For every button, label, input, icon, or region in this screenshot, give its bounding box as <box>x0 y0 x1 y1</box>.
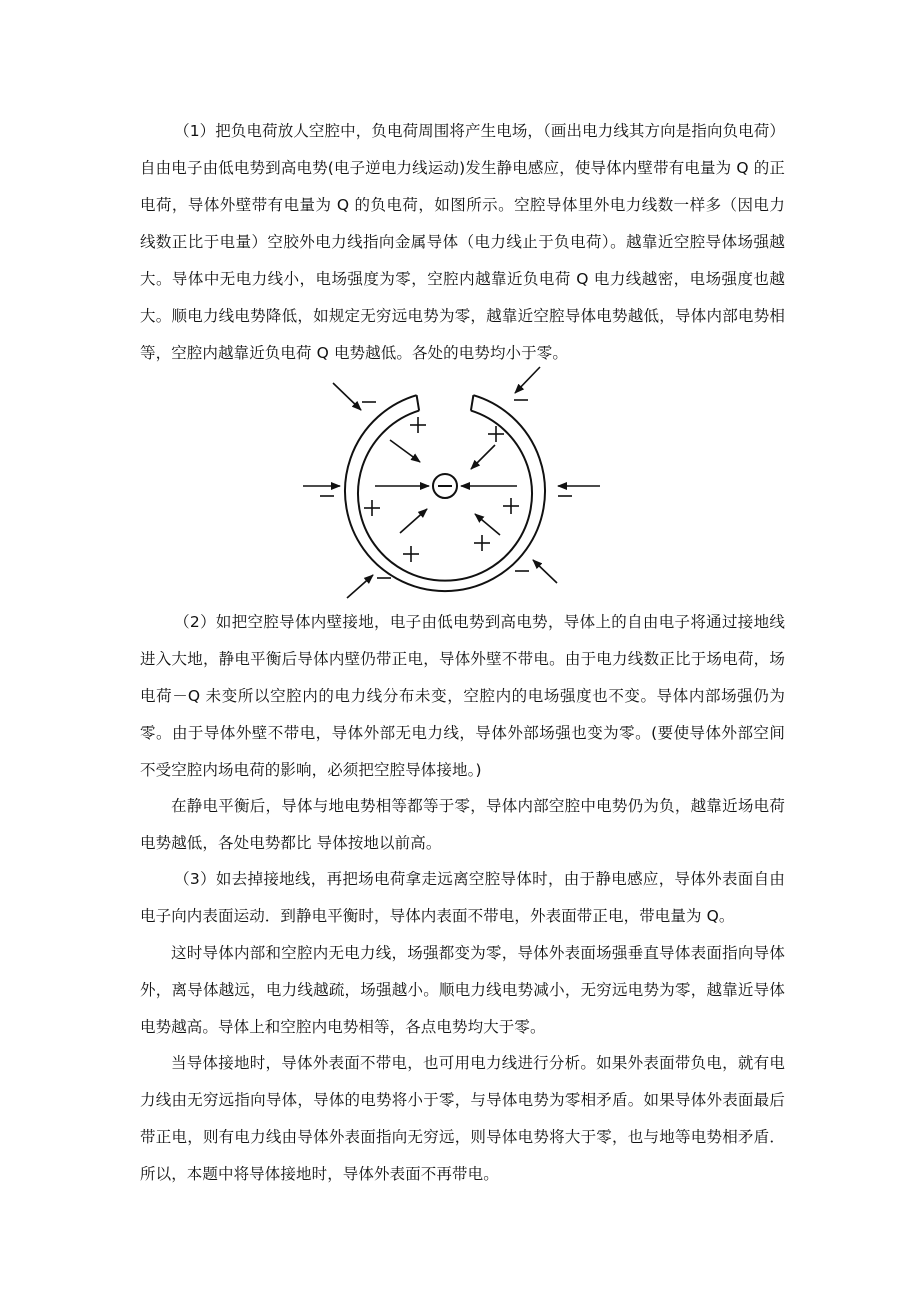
inner-positive-charges <box>364 417 519 562</box>
plus-sign <box>410 417 426 433</box>
outer-arrow-top-left <box>333 383 361 410</box>
cavity-conductor-figure <box>295 365 615 605</box>
inner-arrow-upper-left <box>390 440 420 462</box>
central-negative-charge <box>433 474 457 498</box>
plus-sign <box>403 546 419 562</box>
shell-gap-edge-left <box>417 395 420 410</box>
shell-gap-edge-right <box>471 395 474 410</box>
paragraph-4: （3）如去掉接地线，再把场电荷拿走远离空腔导体时，由于静电感应，导体外表面自由电子向内表面运动．到静电平衡时，导体内表面不带电，外表面带正电，带电量为 Q。 <box>140 870 785 925</box>
paragraph-3: 在静电平衡后，导体与地电势相等都等于零，导体内部空腔中电势仍为负，越靠近场电荷电势越低，各处电势都比 导体按地以前高。 <box>140 797 785 852</box>
conductor-shell <box>345 395 545 591</box>
paragraph-2: （2）如把空腔导体内壁接地，电子由低电势到高电势，导体上的自由电子将通过接地线进入大地，静电平衡后导体内壁仍带正电，导体外壁不带电。由于电力线数正比于场电荷，场电荷－Q 未变所以空腔内的电力线分布未变，空腔内的电场强度也不变。导体内部场强仍为零。由于导体外壁不带电，导体外部无电力线，导体外部场强也变为零。(要使导体外部空间不受空腔内场电荷的影响，必须把空腔导体接地。) <box>140 613 785 779</box>
plus-sign <box>503 498 519 514</box>
inner-arrow-lower-left <box>400 509 427 533</box>
outer-arrow-bottom-left <box>347 575 373 598</box>
paragraph-5: 这时导体内部和空腔内无电力线，场强都变为零，导体外表面场强垂直导体表面指向导体外，离导体越远，电力线越疏，场强越小。顺电力线电势减小，无穷远电势为零，越靠近导体电势越高。导体上和空腔内电势相等，各点电势均大于零。 <box>140 944 785 1036</box>
inner-arrow-lower-right <box>475 514 500 535</box>
inner-field-lines <box>375 440 517 535</box>
outer-field-lines <box>303 367 600 598</box>
field-line-diagram <box>295 365 615 605</box>
outer-arrow-bottom-right <box>533 560 557 583</box>
shell-outer-arc <box>345 395 545 591</box>
plus-sign <box>474 535 490 551</box>
paragraph-1: （1）把负电荷放人空腔中，负电荷周围将产生电场，（画出电力线其方向是指向负电荷）自由电子由低电势到高电势(电子逆电力线运动)发生静电感应，使导体内壁带有电量为 Q 的正电荷，导体外壁带有电量为 Q 的负电荷，如图所示。空腔导体里外电力线数一样多（因电力线数正比于电量）空胶外电力线指向金属导体（电力线止于负电荷）。越靠近空腔导体场强越大。导体中无电力线小，电场强度为零，空腔内越靠近负电荷 Q 电力线越密，电场强度也越大。顺电力线电势降低，如规定无穷远电势为零，越靠近空腔导体电势越低，导体内部电势相等，空腔内越靠近负电荷 Q 电势越低。各处的电势均小于零。 <box>140 122 785 362</box>
plus-sign <box>364 500 380 516</box>
shell-inner-arc <box>358 411 532 581</box>
paragraph-6: 当导体接地时，导体外表面不带电，也可用电力线进行分析。如果外表面带负电，就有电力线由无穷远指向导体，导体的电势将小于零，与导体电势为零相矛盾。如果导体外表面最后带正电，则有电力线由导体外表面指向无穷远，则导体电势将大于零，也与地等电势相矛盾．所以，本题中将导体接地时，导体外表面不再带电。 <box>140 1054 785 1183</box>
inner-arrow-upper-right <box>471 445 495 469</box>
outer-arrow-top-right <box>515 367 540 393</box>
